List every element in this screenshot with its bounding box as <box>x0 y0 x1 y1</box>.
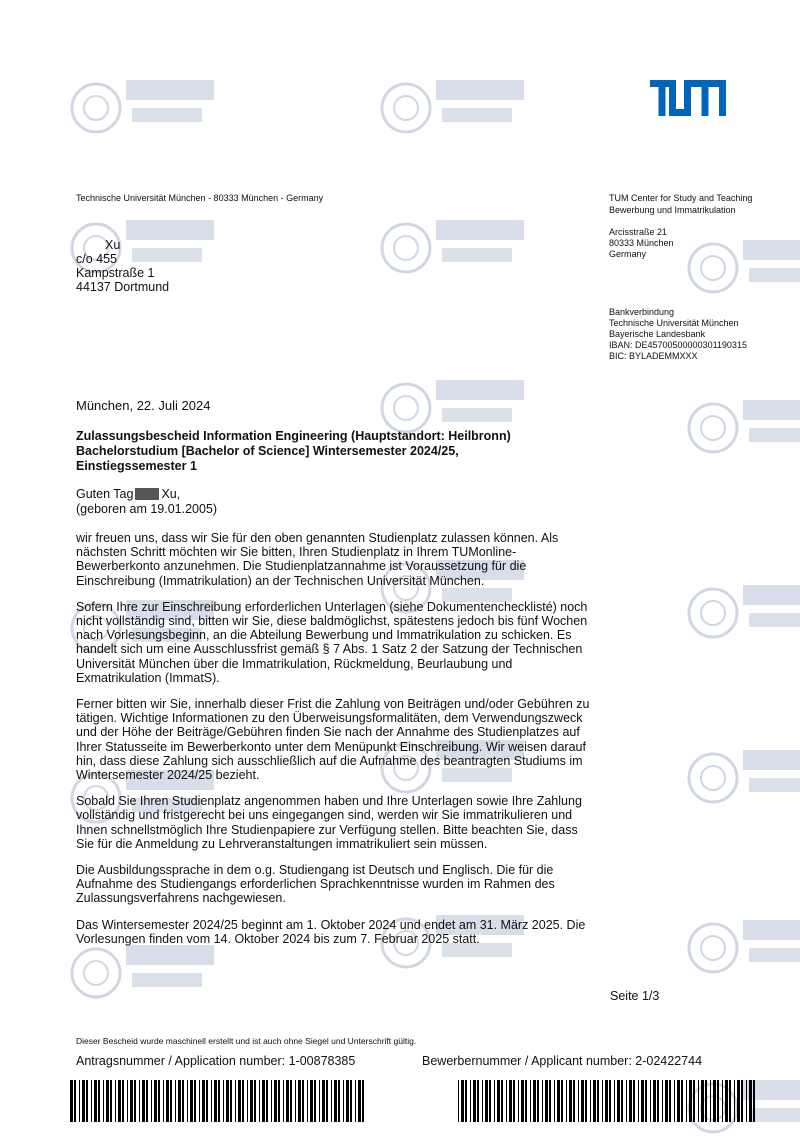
barcode-bar <box>645 1080 647 1122</box>
barcode-bar <box>698 1080 699 1122</box>
barcode-bar <box>653 1080 656 1122</box>
barcode-bar <box>331 1080 332 1122</box>
office-city: 80333 München <box>609 238 674 248</box>
watermark-seal-icon <box>378 210 528 286</box>
paragraph-documents: Sofern Ihre zur Einschreibung erforderlichen Unterlagen (siehe Dokumentenchecklisté) noch nicht vollständig sind, bitten wir Sie, diese baldmöglichst, spätestens jedoch bis fünf Wochen nach Vorlesungsbeginn, an die Abteilung Bewerbung und Immatrikulation zu schicken. Es handelt sich um eine Ausschlussfrist gemäß § 7 Abs. 1 Satz 2 der Satzung der Technischen Universität München über die Immatrikulation, Rückmeldung, Beurlaubung und Exmatrikulation (ImmatS). <box>76 599 588 685</box>
barcode-bar <box>115 1080 116 1122</box>
barcode-bar <box>581 1080 584 1122</box>
barcode-bar <box>238 1080 241 1122</box>
barcode-bar <box>235 1080 236 1122</box>
barcode-bar <box>602 1080 603 1122</box>
barcode-bar <box>626 1080 627 1122</box>
subject <box>76 429 596 474</box>
barcode-bar <box>686 1080 687 1122</box>
barcode-bar <box>701 1080 704 1122</box>
barcode-bar <box>722 1080 723 1122</box>
bank-label: Bankverbindung <box>609 307 675 317</box>
barcode-bar <box>674 1080 675 1122</box>
barcode-bar <box>362 1080 364 1122</box>
barcode-bar <box>693 1080 695 1122</box>
barcode-bar <box>110 1080 112 1122</box>
barcode-bar <box>461 1080 464 1122</box>
barcode-bar <box>94 1080 97 1122</box>
barcode-bar <box>614 1080 615 1122</box>
barcode-bar <box>749 1080 752 1122</box>
recipient-co: c/o 455 <box>76 252 118 266</box>
office-street: Arcisstraße 21 <box>609 227 668 237</box>
barcode-bar <box>250 1080 253 1122</box>
barcode-bar <box>465 1080 467 1122</box>
barcode-bar <box>307 1080 308 1122</box>
barcode-bar <box>494 1080 495 1122</box>
applicant-number: Bewerbernummer / Applicant number: 2-02422744 <box>422 1054 703 1068</box>
barcode-bar <box>319 1080 320 1122</box>
subject-line-2: Bachelorstudium [Bachelor of Science] Wintersemester 2024/25, <box>76 444 459 458</box>
barcode-bar <box>609 1080 611 1122</box>
barcode-bar <box>665 1080 668 1122</box>
barcode-bar <box>98 1080 100 1122</box>
barcode-bar <box>677 1080 680 1122</box>
barcode-bar <box>617 1080 620 1122</box>
salutation: Guten Tag <box>76 487 134 501</box>
barcode-bar <box>557 1080 560 1122</box>
barcode-bar <box>569 1080 572 1122</box>
page-number: Seite 1/3 <box>610 989 660 1003</box>
barcode-bar <box>605 1080 608 1122</box>
barcode-bar <box>286 1080 289 1122</box>
barcode-bar <box>91 1080 92 1122</box>
barcode-bar <box>518 1080 519 1122</box>
barcode-bar <box>473 1080 476 1122</box>
barcode-bar <box>118 1080 121 1122</box>
barcode-bar <box>310 1080 313 1122</box>
barcode-bar <box>477 1080 479 1122</box>
barcode-bar <box>178 1080 181 1122</box>
tum-logo-icon <box>650 80 726 116</box>
watermark-seal-icon <box>685 740 800 816</box>
barcode-bar <box>211 1080 212 1122</box>
barcode-bar <box>506 1080 507 1122</box>
barcode-bar <box>737 1080 740 1122</box>
barcode-bar <box>302 1080 304 1122</box>
barcode-bar <box>170 1080 172 1122</box>
office-block <box>609 192 752 216</box>
paragraph-acceptance: wir freuen uns, dass wir Sie für den oben genannten Studienplatz zulassen können. Als nächsten Schritt möchten wir Sie bitten, Ihren Studienplatz in Ihrem TUMonline-Bewerberkonto anzunehmen. Die Studienplatzannahme ist Voraussetzung für die Einschreibung (Immatrikulation) an der Technischen Universität München. <box>76 531 559 588</box>
barcode-bar <box>470 1080 471 1122</box>
office-country: Germany <box>609 249 647 259</box>
bank-name: Bayerische Landesbank <box>609 329 706 339</box>
recipient-name: Xu <box>105 238 121 252</box>
barcode-bar <box>657 1080 659 1122</box>
barcode-bar <box>74 1080 76 1122</box>
barcode-bar <box>166 1080 169 1122</box>
barcode-bar <box>314 1080 316 1122</box>
paragraph-enrollment: Sobald Sie Ihren Studienplatz angenommen haben und Ihre Unterlagen sowie Ihre Zahlung vollständig und fristgerecht bei uns eingegangen sind, werden wir Sie immatrikulieren und Ihnen schnellstmöglich Ihre Studienpapiere zur Verfügung stellen. Bitte beachten Sie, dass Sie für die Anmeldung zu Lehrveranstaltungen immatrikuliert sein müssen. <box>76 794 582 851</box>
barcode-bar <box>223 1080 224 1122</box>
recipient-address <box>76 238 169 294</box>
office-line-1: TUM Center for Study and Teaching <box>609 193 753 203</box>
bank-iban: IBAN: DE45700500000301190315 <box>609 340 747 350</box>
barcode-bar <box>545 1080 548 1122</box>
barcode-bar <box>343 1080 344 1122</box>
recipient-street: Kampstraße 1 <box>76 266 155 280</box>
barcode-bar <box>554 1080 555 1122</box>
barcode-bar <box>561 1080 563 1122</box>
barcode-bar <box>641 1080 644 1122</box>
barcode-bar <box>70 1080 73 1122</box>
barcode-bar <box>578 1080 579 1122</box>
sender-return-address: Technische Universität München - 80333 München - Germany <box>76 193 324 203</box>
barcode-bar <box>662 1080 663 1122</box>
barcode-bar <box>746 1080 747 1122</box>
barcode-bar <box>278 1080 280 1122</box>
barcode-bar <box>334 1080 337 1122</box>
barcode-bar <box>338 1080 340 1122</box>
barcode-bar <box>593 1080 596 1122</box>
barcode-bar <box>621 1080 623 1122</box>
watermark-seal-icon <box>378 70 528 146</box>
barcode-bar <box>295 1080 296 1122</box>
paragraph-semester-dates: Das Wintersemester 2024/25 beginnt am 1. Oktober 2024 und endet am 31. März 2025. Die Vorlesungen finden vom 14. Oktober 2024 bis zum 7. Februar 2025 statt. <box>76 917 586 946</box>
office-line-2: Bewerbung und Immatrikulation <box>609 205 736 215</box>
letter-body <box>76 531 596 958</box>
birth-date: (geboren am 19.01.2005) <box>76 502 218 516</box>
barcode-bar <box>497 1080 500 1122</box>
paragraph-language: Die Ausbildungssprache in dem o.g. Studiengang ist Deutsch und Englisch. Die für die Aufnahme des Studiengangs erforderlichen Sprachkenntnisse wurden im Rahmen des Zulassungsverfahrens nachgewiesen. <box>76 863 555 906</box>
barcode-bar <box>142 1080 145 1122</box>
barcode-bar <box>199 1080 200 1122</box>
barcode-bar <box>175 1080 176 1122</box>
recipient-city: 44137 Dortmund <box>76 280 170 294</box>
barcode-bar <box>509 1080 512 1122</box>
barcode-bar <box>163 1080 164 1122</box>
barcode-bar <box>326 1080 328 1122</box>
barcode-bar <box>713 1080 716 1122</box>
barcode-bar <box>134 1080 136 1122</box>
barcode-bar <box>585 1080 587 1122</box>
barcode-bar <box>230 1080 232 1122</box>
barcode-bar <box>139 1080 140 1122</box>
barcode-bar <box>710 1080 711 1122</box>
barcode-bar <box>513 1080 515 1122</box>
barcode-bar <box>103 1080 104 1122</box>
barcode-bar <box>271 1080 272 1122</box>
barcode-bar <box>298 1080 301 1122</box>
barcode-application-icon <box>70 1080 370 1122</box>
barcode-bar <box>182 1080 184 1122</box>
redaction-mark <box>135 488 159 500</box>
barcode-bar <box>242 1080 244 1122</box>
barcode-bar <box>458 1080 459 1122</box>
barcode-bar <box>190 1080 193 1122</box>
bank-details <box>609 307 747 362</box>
footer-note: Dieser Bescheid wurde maschinell erstellt und ist auch ohne Siegel und Unterschrift gültig. <box>76 1036 417 1046</box>
barcode-bar <box>355 1080 356 1122</box>
barcode-bar <box>146 1080 148 1122</box>
barcode-bar <box>350 1080 352 1122</box>
barcode-bar <box>566 1080 567 1122</box>
barcode-bar <box>650 1080 651 1122</box>
barcode-bar <box>729 1080 731 1122</box>
office-address <box>609 227 674 260</box>
bank-account-name: Technische Universität München <box>609 318 739 328</box>
barcode-bar <box>206 1080 208 1122</box>
barcode-bar <box>79 1080 80 1122</box>
barcode-bar <box>158 1080 160 1122</box>
greeting <box>76 487 217 517</box>
watermark-seal-icon <box>685 390 800 466</box>
barcode-bar <box>202 1080 205 1122</box>
barcode-bar <box>290 1080 292 1122</box>
barcode-bar <box>86 1080 88 1122</box>
watermark-seal-icon <box>685 230 800 306</box>
barcode-bar <box>734 1080 735 1122</box>
barcode-bar <box>266 1080 268 1122</box>
barcode-bar <box>130 1080 133 1122</box>
barcode-bar <box>549 1080 551 1122</box>
barcode-bar <box>262 1080 265 1122</box>
barcode-bar <box>194 1080 196 1122</box>
subject-line-3: Einstiegssemester 1 <box>76 459 197 473</box>
barcode-bar <box>741 1080 743 1122</box>
barcode-bar <box>717 1080 719 1122</box>
paragraph-payment: Ferner bitten wir Sie, innerhalb dieser Frist die Zahlung von Beiträgen und/oder Gebühren zu tätigen. Wichtige Informationen zu den Überweisungsformalitäten, dem Verwendungszweck und der Höhe der Beiträge/Gebühren finden Sie nach der Annahme des Studienplatzes auf Ihrer Statusseite im Bewerberkonto unter dem Menüpunkt Einschreibung. Wir weisen darauf hin, dass diese Zahlung sich ausschließlich auf die Aufnahme des beantragten Studiums im Wintersemester 2024/25 bezieht. <box>76 697 590 783</box>
barcode-bar <box>573 1080 575 1122</box>
barcode-bar <box>226 1080 229 1122</box>
barcode-bar <box>681 1080 683 1122</box>
barcode-bar <box>629 1080 632 1122</box>
watermark-seal-icon <box>68 70 218 146</box>
barcode-bar <box>597 1080 599 1122</box>
barcode-bar <box>274 1080 277 1122</box>
barcode-bar <box>753 1080 755 1122</box>
barcode-bar <box>322 1080 325 1122</box>
barcode-bar <box>358 1080 361 1122</box>
letter-date: München, 22. Juli 2024 <box>76 398 211 413</box>
barcode-bar <box>122 1080 124 1122</box>
barcode-bar <box>633 1080 635 1122</box>
barcode-bar <box>247 1080 248 1122</box>
barcode-bar <box>346 1080 349 1122</box>
subject-line-1: Zulassungsbescheid Information Engineering (Hauptstandort: Heilbronn) <box>76 429 511 443</box>
barcode-bar <box>669 1080 671 1122</box>
barcode-bar <box>725 1080 728 1122</box>
barcode-bar <box>638 1080 639 1122</box>
barcode-bar <box>259 1080 260 1122</box>
barcode-bar <box>705 1080 707 1122</box>
barcode-bar <box>590 1080 591 1122</box>
barcode-bar <box>689 1080 692 1122</box>
barcode-bar <box>151 1080 152 1122</box>
barcode-bar <box>218 1080 220 1122</box>
bank-bic: BIC: BYLADEMMXXX <box>609 351 698 361</box>
barcode-bar <box>542 1080 543 1122</box>
watermark-seal-icon <box>685 910 800 986</box>
barcode-bar <box>525 1080 527 1122</box>
barcode-bar <box>501 1080 503 1122</box>
barcode-bar <box>187 1080 188 1122</box>
barcode-bar <box>214 1080 217 1122</box>
barcode-bar <box>530 1080 531 1122</box>
watermark-seal-icon <box>685 575 800 651</box>
barcode-bar <box>106 1080 109 1122</box>
application-number: Antragsnummer / Application number: 1-00878385 <box>76 1054 356 1068</box>
barcode-applicant-icon <box>458 1080 758 1122</box>
barcode-bar <box>482 1080 483 1122</box>
barcode-bar <box>521 1080 524 1122</box>
barcode-bar <box>82 1080 85 1122</box>
barcode-bar <box>489 1080 491 1122</box>
barcode-bar <box>254 1080 256 1122</box>
salutation-line <box>76 487 217 502</box>
barcode-bar <box>127 1080 128 1122</box>
barcode-bar <box>283 1080 284 1122</box>
barcode-bar <box>485 1080 488 1122</box>
barcode-bar <box>154 1080 157 1122</box>
salutation-name: Xu, <box>161 487 181 501</box>
barcode-bar <box>537 1080 539 1122</box>
barcode-bar <box>533 1080 536 1122</box>
